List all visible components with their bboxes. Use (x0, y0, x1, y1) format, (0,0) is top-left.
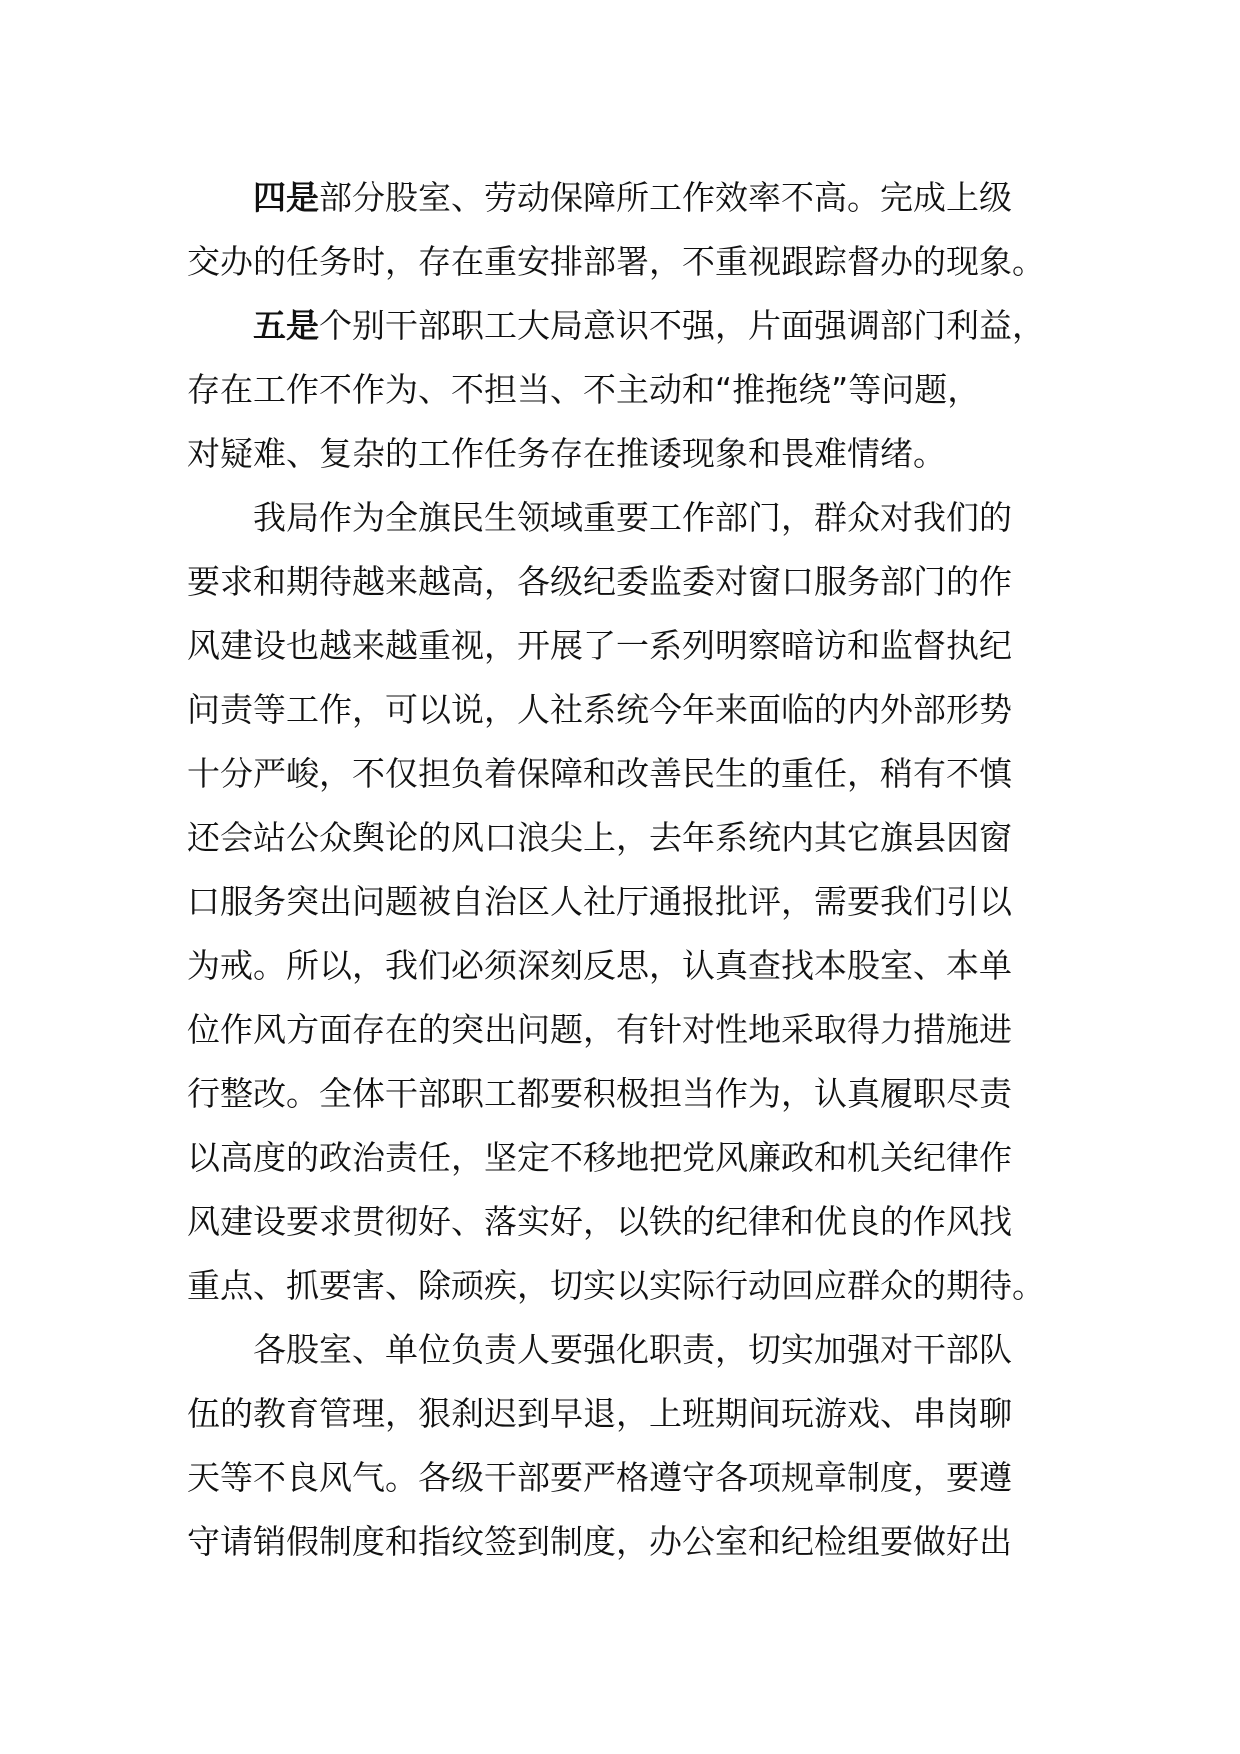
text-line: 以高度的政治责任，坚定不移地把党风廉政和机关纪律作 (187, 1138, 1012, 1177)
text-line: 十分严峻，不仅担负着保障和改善民生的重任，稍有不慎 (187, 754, 1012, 793)
paragraph-4 (187, 166, 1067, 294)
paragraph-responsibilities (187, 1318, 1067, 1574)
text-line: 守请销假制度和指纹签到制度，办公室和纪检组要做好出 (187, 1522, 1012, 1561)
document-body (187, 166, 1067, 1574)
text-line: 要求和期待越来越高，各级纪委监委对窗口服务部门的作 (187, 562, 1012, 601)
paragraph-lead: 四是 (253, 178, 319, 217)
text-line: 我局作为全旗民生领域重要工作部门，群众对我们的 (253, 498, 1012, 537)
text-line: 位作风方面存在的突出问题，有针对性地采取得力措施进 (187, 1010, 1012, 1049)
line-text: 部分股室、劳动保障所工作效率不高。完成上级 (319, 178, 1012, 217)
line-text: 个别干部职工大局意识不强，片面强调部门利益， (319, 306, 1045, 345)
text-line: 为戒。所以，我们必须深刻反思，认真查找本股室、本单 (187, 946, 1012, 985)
text-line: 风建设也越来越重视，开展了一系列明察暗访和监督执纪 (187, 626, 1012, 665)
text-line: 问责等工作，可以说，人社系统今年来面临的内外部形势 (187, 690, 1012, 729)
text-line: 各股室、单位负责人要强化职责，切实加强对干部队 (253, 1330, 1012, 1369)
paragraph-bureau-role (187, 486, 1067, 1318)
text-line: 存在工作不作为、不担当、不主动和“推拖绕”等问题， (187, 370, 981, 409)
text-line: 行整改。全体干部职工都要积极担当作为，认真履职尽责 (187, 1074, 1012, 1113)
text-line: 对疑难、复杂的工作任务存在推诿现象和畏难情绪。 (187, 434, 946, 473)
paragraph-lead: 五是 (253, 306, 319, 345)
text-line: 风建设要求贯彻好、落实好，以铁的纪律和优良的作风找 (187, 1202, 1012, 1241)
paragraph-5 (187, 294, 1067, 486)
text-line (187, 294, 1067, 358)
text-line: 重点、抓要害、除顽疾，切实以实际行动回应群众的期待。 (187, 1266, 1045, 1305)
text-line: 口服务突出问题被自治区人社厅通报批评，需要我们引以 (187, 882, 1012, 921)
text-line: 伍的教育管理，狠刹迟到早退，上班期间玩游戏、串岗聊 (187, 1394, 1012, 1433)
text-line (187, 166, 1067, 230)
text-line: 还会站公众舆论的风口浪尖上，去年系统内其它旗县因窗 (187, 818, 1012, 857)
text-line: 交办的任务时，存在重安排部署，不重视跟踪督办的现象。 (187, 242, 1045, 281)
text-line: 天等不良风气。各级干部要严格遵守各项规章制度，要遵 (187, 1458, 1012, 1497)
